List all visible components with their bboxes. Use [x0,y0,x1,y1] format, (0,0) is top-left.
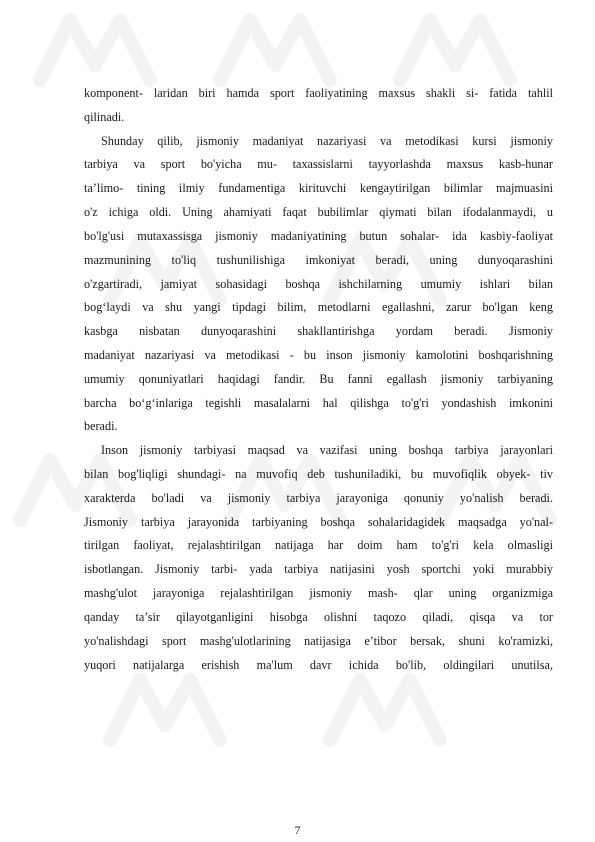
text-line: bog‘laydi va shu yangi tipdagi bilim, metodlarni egallashni, zarur bo'lgan keng [84,300,553,315]
text-line: isbotlangan. Jismoniy tarbi- yada tarbiya natijasini yosh sportchi yoki murabbiy [84,562,553,577]
paragraph-first-line: Inson jismoniy tarbiyasi maqsad va vazifasi uning boshqa tarbiya jarayonlari [101,443,553,458]
text-line: barcha bo‘g‘inlariga tegishli masalalarni hal qilishga to'g'ri yondashish imkonini [84,395,553,410]
text-line: xarakterda bo'ladi va jismoniy tarbiya jarayoniga qonuniy yo'nalish beradi. [84,490,553,505]
page-number: 7 [294,823,301,837]
text-line: ta’limo- tining ilmiy fundamentiga kirituvchi kengaytirilgan bilimlar majmuasini [84,181,553,196]
text-line: tirilgan faoliyat, rejalashtirilgan natijaga har doim ham to'g'ri kela olmasligi [84,538,553,553]
text-line: o'zgartiradi, jamiyat sohasidagi boshqa ishchilarning umumiy ishlari bilan [84,276,553,291]
text-line: yuqori natijalarga erishish ma'lum davr ichida bo'lib, oldingilari unutilsa, [84,657,553,672]
text-line: komponent- laridan biri hamda sport faoliyatining maxsus shakli si- fatida tahlil [84,86,553,100]
text-line: beradi. [84,419,118,434]
text-line: yo'nalishdagi sport mashg'ulotlarining natijasiga e’tibor bersak, shuni ko'ramizki, [84,633,553,648]
text-line: qanday ta’sir qilayotganligini hisobga olishni taqozo qiladi, qisqa va tor [84,609,553,624]
text-line: Jismoniy tarbiya jarayonida tarbiyaning boshqa sohalaridagidek maqsadga yo'nal- [84,514,553,529]
body-text [84,82,553,677]
text-line: mazmunining to'liq tushunilishiga imkoniyat beradi, uning dunyoqarashini [84,252,553,267]
text-line: bo'lg'usi mutaxassisga jismoniy madaniyatining butun sohalar- ida kasbiy-faoliyat [84,228,553,243]
text-line: o'z ichiga oldi. Uning ahamiyati faqat bubilimlar qiymati bilan ifodalanmaydi, u [84,205,553,220]
text-line: umumiy qonuniyatlari haqidagi fandir. Bu fanni egallash jismoniy tarbiyaning [84,371,553,386]
text-line: mashg'ulot jarayoniga rejalashtirilgan jismoniy mash- qlar uning organizmiga [84,586,553,601]
text-line: tarbiya va sport bo'yicha mu- taxassislarni tayyorlashda maxsus kasb-hunar [84,157,553,172]
text-line: kasbga nisbatan dunyoqarashini shakllantirishga yordam beradi. Jismoniy [84,324,553,339]
text-line: madaniyat nazariyasi va metodikasi - bu inson jismoniy kamolotini boshqarishning [84,347,553,362]
text-line: qilinadi. [84,109,125,124]
text-line: bilan bog'liqligi shundagi- na muvofiq deb tushuniladiki, bu muvofiqlik obyek- tiv [84,467,553,481]
paragraph-first-line: Shunday qilib, jismoniy madaniyat nazariyasi va metodikasi kursi jismoniy [101,133,553,148]
